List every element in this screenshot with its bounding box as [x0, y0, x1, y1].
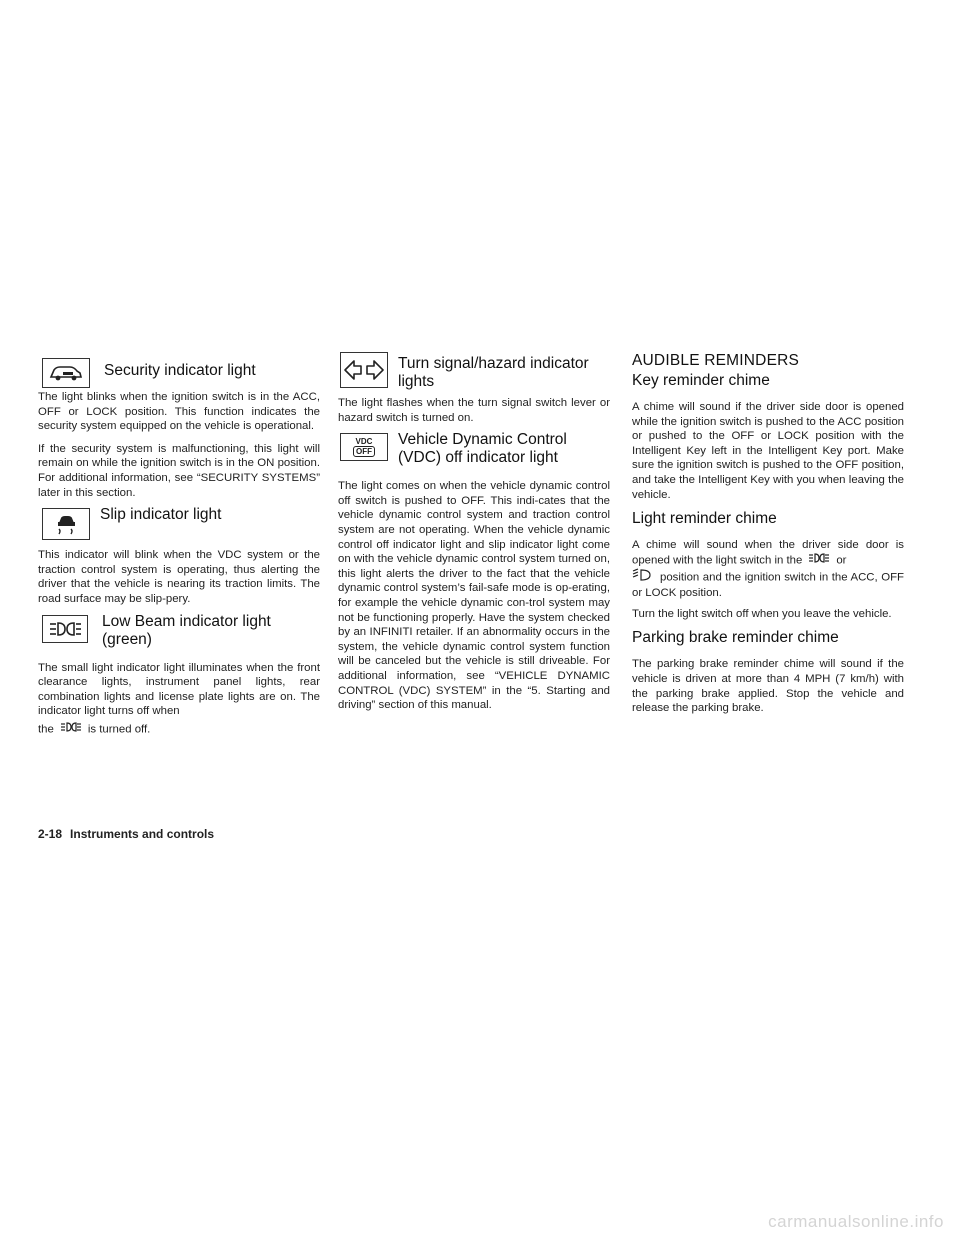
lowbeam-paragraph-tail — [38, 722, 320, 737]
lowbeam-paragraph-1 — [38, 661, 320, 719]
light-reminder-or: or — [836, 554, 847, 567]
lowbeam-tail-pre: the — [38, 723, 54, 736]
right-column — [632, 346, 904, 724]
slip-paragraph-1: This indicator will blink when the VDC system or the traction control system is operating, thus alerting the driver that the vehicle is nearing its traction limits. The road surface may be slip-pery. — [38, 549, 320, 605]
page-number: 2-18 — [38, 827, 63, 841]
light-reminder-paragraph-1 — [632, 538, 904, 601]
turn-paragraph-1: The light flashes when the turn signal switch lever or hazard switch is turned on. — [338, 397, 610, 424]
turn-title-line2: lights — [398, 373, 435, 390]
slip-title: Slip indicator light — [100, 506, 222, 524]
turn-section — [338, 346, 610, 396]
low-beam-headlight-icon — [42, 615, 88, 643]
vdc-title-line2: (VDC) off indicator light — [398, 449, 558, 467]
lowbeam-title-line2: (green) — [102, 630, 152, 648]
security-paragraph-1: The light blinks when the ignition switch is in the ACC, OFF or LOCK position. This function indicates the security system equipped on the vehicle is operational. — [38, 391, 320, 433]
audible-reminders-heading: AUDIBLE REMINDERS — [632, 352, 800, 369]
key-reminder-paragraph: A chime will sound if the driver side door is opened while the ignition switch is pushed to the ACC position or pushed to the OFF or LOCK position with the Intelligent Key left in the Intelligent Key port. Make sure the ignition switch is pushed to the OFF position, and take the Intelligent Key with you when leaving the vehicle. — [632, 401, 904, 501]
light-reminder-title: Light reminder chime — [632, 510, 777, 528]
security-title: Security indicator light — [104, 362, 256, 379]
vdc-off-icon — [340, 433, 388, 461]
vdc-section — [338, 433, 610, 479]
parking-reminder-title: Parking brake reminder chime — [632, 629, 839, 647]
vdc-title-line1: Vehicle Dynamic Control — [398, 431, 567, 449]
slip-car-icon — [42, 508, 90, 540]
section-name: Instruments and controls — [70, 827, 215, 841]
parking-reminder-paragraph: The parking brake reminder chime will sound if the vehicle is driven at more than 4 MPH (7 km/h) with the parking brake applied. Stop the vehicle and release the parking brake. — [632, 658, 904, 715]
security-section — [38, 346, 320, 390]
vdc-icon-text-top: VDC — [355, 437, 373, 447]
key-reminder-title: Key reminder chime — [632, 372, 770, 389]
security-paragraph-2: If the security system is malfunctioning, this light will remain on while the ignition switch is in the ON position. For additional information, see “SECURITY SYSTEMS” later in this section. — [38, 442, 320, 499]
headlamp-icon — [632, 568, 654, 587]
lowbeam-title-line1: Low Beam indicator light — [102, 612, 271, 630]
watermark: carmanualsonline.info — [768, 1212, 944, 1231]
page-footer — [38, 827, 214, 841]
lowbeam-section — [38, 612, 320, 661]
light-reminder-text-a: A chime will sound when the driver side door is opened with the light switch in the — [632, 539, 904, 567]
vdc-icon-text-bottom: OFF — [353, 446, 375, 457]
light-reminder-text-b: position and the ignition switch in the ACC, OFF or LOCK position. — [632, 570, 904, 600]
left-column — [38, 346, 320, 745]
middle-column — [338, 346, 610, 721]
car-security-icon — [42, 358, 90, 388]
headlight-icon — [60, 722, 82, 737]
slip-section — [38, 508, 320, 548]
vdc-paragraph-1: The light comes on when the vehicle dynamic control off switch is pushed to OFF. This indi-cates that the vehicle dynamic control system and traction control system are not operating. When the vehicle dynamic control off indicator light and slip indicator light come on with the vehicle dynamic control system turned on, this light alerts the driver to the fact that the vehicle dynamic control system’s fail-safe mode is op-erating, for example the vehicle dynamic con-trol system may not be functioning properly. Have the system checked by an INFINITI retailer. If an abnormality occurs in the system, the vehicle dynamic control system function will be canceled but the vehicle is still driveable. For additional information, see “VEHICLE DYNAMIC CONTROL (VDC) SYSTEM” in the “5. Starting and driving” section of this manual. — [338, 480, 610, 712]
light-reminder-paragraph-2: Turn the light switch off when you leave the vehicle. — [632, 607, 892, 620]
turn-signal-arrows-icon — [340, 352, 388, 388]
turn-title-line1: Turn signal/hazard indicator — [398, 355, 589, 372]
lowbeam-tail-post: is turned off. — [87, 723, 151, 736]
lowbeam-paragraph-text: The small light indicator light illuminates when the front clearance lights, instrument panel lights, rear combination lights and license plate lights are on. The indicator light turns off when — [38, 661, 320, 718]
headlight-icon — [808, 553, 830, 568]
